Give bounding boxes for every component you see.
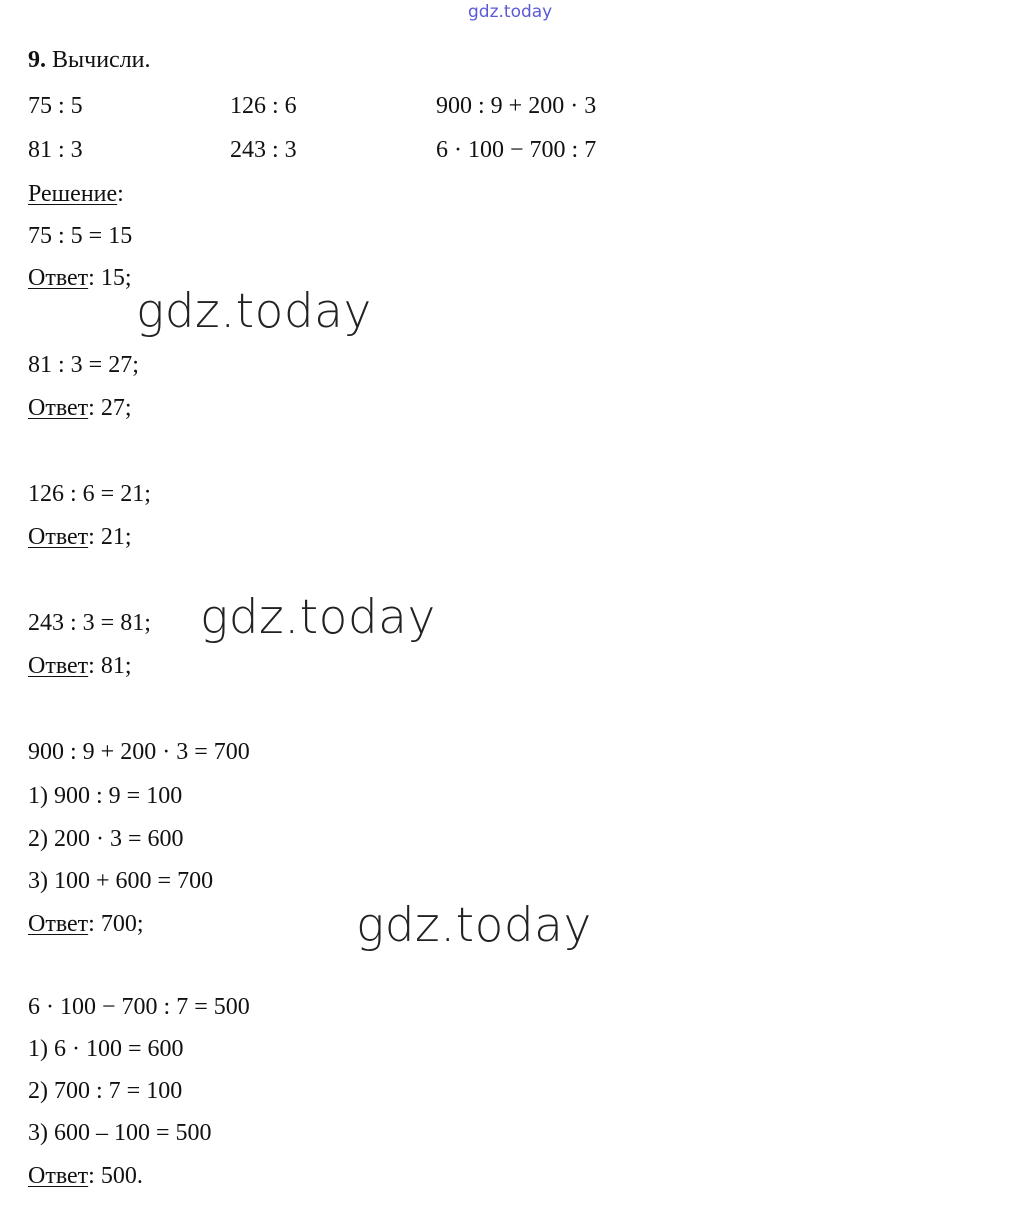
answer-label: Ответ: [28, 265, 89, 291]
watermark: gdz.today: [200, 590, 436, 645]
task-title: Вычисли.: [52, 47, 151, 73]
grid-cell: 81 : 3: [28, 137, 83, 163]
expression: 243 : 3 = 81;: [28, 610, 151, 636]
answer-value: : 21;: [88, 524, 132, 550]
task-heading: [28, 46, 151, 74]
answer-line: [28, 264, 132, 292]
answer-line: [28, 394, 132, 422]
watermark: gdz.today: [136, 284, 372, 339]
answer-line: [28, 910, 144, 938]
expression: 6 · 100 − 700 : 7 = 500: [28, 994, 250, 1020]
answer-line: [28, 523, 132, 551]
solution-heading-text: Решение: [28, 181, 118, 207]
task-number: 9.: [28, 47, 46, 73]
answer-line: [28, 652, 132, 680]
grid-cell: 126 : 6: [230, 93, 297, 119]
answer-label: Ответ: [28, 653, 89, 679]
step-line: 3) 100 + 600 = 700: [28, 868, 214, 894]
grid-cell: 6 · 100 − 700 : 7: [436, 137, 597, 163]
answer-label: Ответ: [28, 1163, 89, 1189]
answer-value: : 500.: [88, 1163, 143, 1189]
grid-cell: 75 : 5: [28, 93, 83, 119]
answer-line: [28, 1162, 143, 1190]
solution-heading-colon: :: [117, 181, 124, 207]
expression: 81 : 3 = 27;: [28, 352, 139, 378]
step-line: 1) 900 : 9 = 100: [28, 783, 183, 809]
grid-cell: 243 : 3: [230, 137, 297, 163]
answer-value: : 700;: [88, 911, 144, 937]
watermark: gdz.today: [356, 898, 592, 953]
grid-cell: 900 : 9 + 200 · 3: [436, 93, 597, 119]
step-line: 2) 700 : 7 = 100: [28, 1078, 183, 1104]
expression: 126 : 6 = 21;: [28, 481, 151, 507]
step-line: 3) 600 – 100 = 500: [28, 1120, 212, 1146]
solution-heading: [28, 180, 124, 208]
step-line: 1) 6 · 100 = 600: [28, 1036, 184, 1062]
answer-value: : 15;: [88, 265, 132, 291]
answer-value: : 81;: [88, 653, 132, 679]
answer-value: : 27;: [88, 395, 132, 421]
expression: 900 : 9 + 200 · 3 = 700: [28, 739, 250, 765]
answer-label: Ответ: [28, 524, 89, 550]
answer-label: Ответ: [28, 395, 89, 421]
expression: 75 : 5 = 15: [28, 223, 133, 249]
watermark-top: gdz.today: [468, 2, 553, 22]
answer-label: Ответ: [28, 911, 89, 937]
step-line: 2) 200 · 3 = 600: [28, 826, 184, 852]
